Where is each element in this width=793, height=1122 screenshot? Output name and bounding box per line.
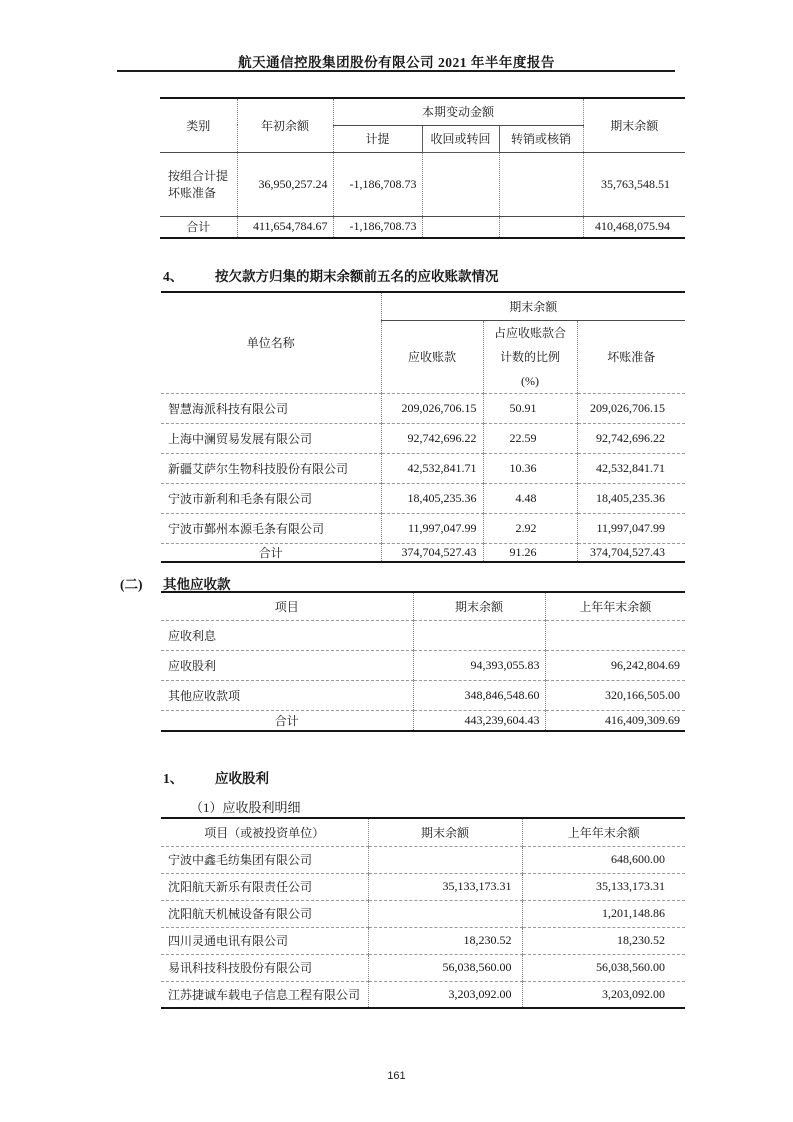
cell-bad-debt-provision: 209,026,706.15 xyxy=(577,393,685,423)
section-title: 应收股利 xyxy=(215,771,269,786)
column-header-unit-name: 单位名称 xyxy=(246,336,295,351)
cell-bad-debt-provision: 374,704,527.43 xyxy=(577,543,685,562)
cell-ratio: 50.91 xyxy=(483,393,577,423)
cell-prior-year-balance: 35,133,173.31 xyxy=(522,873,685,900)
dividends-receivable-table xyxy=(161,817,685,1009)
cell-accounts-receivable: 374,704,527.43 xyxy=(381,543,483,562)
cell-ending-balance: 35,763,548.51 xyxy=(583,152,685,216)
column-header-prior-year-balance: 上年年末余额 xyxy=(545,592,685,620)
cell-unit-name: 上海中澜贸易发展有限公司 xyxy=(161,423,381,453)
cell-ending-balance: 443,239,604.43 xyxy=(413,710,545,731)
table-row xyxy=(161,513,685,543)
column-header-recovered: 收回或转回 xyxy=(422,125,499,152)
cell-accounts-receivable: 18,405,235.36 xyxy=(381,483,483,513)
cell-prior-year-balance: 96,242,804.69 xyxy=(545,650,685,680)
cell-total-label: 合计 xyxy=(160,216,237,238)
cell-ratio: 22.59 xyxy=(483,423,577,453)
cell-accounts-receivable: 11,997,047.99 xyxy=(381,513,483,543)
cell-unit-name: 宁波市新利和毛条有限公司 xyxy=(161,483,381,513)
section-heading-dividends-receivable xyxy=(163,767,269,787)
column-header-item: 项目 xyxy=(274,599,299,614)
section-heading-other-receivables xyxy=(120,573,231,593)
cell-unit-name: 智慧海派科技有限公司 xyxy=(161,393,381,423)
table-row xyxy=(161,453,685,483)
cell-ending-balance xyxy=(368,900,522,927)
cell-ending-balance: 35,133,173.31 xyxy=(368,873,522,900)
cell-recovered xyxy=(422,152,499,216)
cell-unit-name: 新疆艾萨尔生物科技股份有限公司 xyxy=(161,453,381,483)
subsection-heading-dividends-detail: （1）应收股利明细 xyxy=(190,800,301,815)
cell-accounts-receivable: 42,532,841.71 xyxy=(381,453,483,483)
table-row xyxy=(161,954,685,981)
cell-bad-debt-provision: 11,997,047.99 xyxy=(577,513,685,543)
cell-prior-year-balance: 648,600.00 xyxy=(522,846,685,873)
table-row xyxy=(161,846,685,873)
section-number: 1、 xyxy=(163,771,184,786)
column-header-item: 项目（或被投资单位） xyxy=(204,825,325,840)
cell-prior-year-balance: 56,038,560.00 xyxy=(522,954,685,981)
column-header-prior-year-balance: 上年年末余额 xyxy=(522,818,685,846)
table-row xyxy=(161,483,685,513)
cell-accounts-receivable: 209,026,706.15 xyxy=(381,393,483,423)
column-header-writeoff: 转销或核销 xyxy=(499,125,583,152)
cell-bad-debt-provision: 18,405,235.36 xyxy=(577,483,685,513)
table-header-row xyxy=(161,818,685,846)
section-number: (二) xyxy=(120,577,143,592)
column-header-beginning-balance: 年初余额 xyxy=(237,98,333,152)
cell-item: 沈阳航天机械设备有限公司 xyxy=(161,900,368,927)
cell-recovered xyxy=(422,216,499,238)
cell-writeoff xyxy=(499,216,583,238)
cell-beginning-balance: 36,950,257.24 xyxy=(237,152,333,216)
cell-ending-balance: 56,038,560.00 xyxy=(368,954,522,981)
table-row xyxy=(161,900,685,927)
cell-ratio: 4.48 xyxy=(483,483,577,513)
cell-bad-debt-provision: 92,742,696.22 xyxy=(577,423,685,453)
section-heading-top5-receivables xyxy=(163,265,499,285)
cell-ending-balance: 18,230.52 xyxy=(368,927,522,954)
cell-prior-year-balance xyxy=(545,620,685,650)
table-row xyxy=(161,873,685,900)
column-header-ending-balance: 期末余额 xyxy=(413,592,545,620)
bad-debt-provision-table xyxy=(160,97,685,239)
section-number: 4、 xyxy=(163,269,184,284)
column-header-provision: 计提 xyxy=(333,125,422,152)
table-row xyxy=(161,620,685,650)
cell-item: 四川灵通电讯有限公司 xyxy=(161,927,368,954)
cell-prior-year-balance: 320,166,505.00 xyxy=(545,680,685,710)
cell-ending-balance xyxy=(413,620,545,650)
cell-ending-balance: 348,846,548.60 xyxy=(413,680,545,710)
cell-bad-debt-provision: 42,532,841.71 xyxy=(577,453,685,483)
cell-item: 沈阳航天新乐有限责任公司 xyxy=(161,873,368,900)
cell-prior-year-balance: 416,409,309.69 xyxy=(545,710,685,731)
cell-accounts-receivable: 92,742,696.22 xyxy=(381,423,483,453)
table-row xyxy=(161,393,685,423)
cell-provision: -1,186,708.73 xyxy=(333,216,422,238)
cell-total-label: 合计 xyxy=(161,543,381,562)
table-header-row xyxy=(161,292,685,320)
column-header-current-change-group: 本期变动金额 xyxy=(333,98,583,125)
table-total-row xyxy=(161,710,685,731)
page-number: 161 xyxy=(387,1070,406,1082)
cell-prior-year-balance: 18,230.52 xyxy=(522,927,685,954)
cell-prior-year-balance: 3,203,092.00 xyxy=(522,981,685,1008)
table-row xyxy=(161,981,685,1008)
cell-item: 应收股利 xyxy=(161,650,413,680)
cell-item: 宁波中鑫毛纺集团有限公司 xyxy=(161,846,368,873)
table-row xyxy=(160,152,685,216)
column-header-bad-debt-provision: 坏账准备 xyxy=(577,320,685,393)
cell-prior-year-balance: 1,201,148.86 xyxy=(522,900,685,927)
cell-item: 应收利息 xyxy=(161,620,413,650)
column-header-ending-balance: 期末余额 xyxy=(583,98,685,152)
section-title: 按欠款方归集的期末余额前五名的应收账款情况 xyxy=(215,269,499,284)
cell-ending-balance: 94,393,055.83 xyxy=(413,650,545,680)
cell-ratio: 10.36 xyxy=(483,453,577,483)
cell-ratio: 2.92 xyxy=(483,513,577,543)
top5-receivables-table xyxy=(161,291,685,563)
table-header-row xyxy=(161,592,685,620)
column-header-category: 类别 xyxy=(186,118,211,133)
cell-category: 按组合计提坏账准备 xyxy=(160,152,237,216)
section-title: 其他应收款 xyxy=(163,577,231,592)
table-header-row xyxy=(160,98,685,125)
cell-total-label: 合计 xyxy=(161,710,413,731)
column-header-ending-balance: 期末余额 xyxy=(368,818,522,846)
cell-provision: -1,186,708.73 xyxy=(333,152,422,216)
cell-writeoff xyxy=(499,152,583,216)
table-total-row xyxy=(160,216,685,238)
cell-ending-balance: 410,468,075.94 xyxy=(583,216,685,238)
cell-item: 易讯科技科技股份有限公司 xyxy=(161,954,368,981)
cell-ratio: 91.26 xyxy=(483,543,577,562)
column-header-accounts-receivable: 应收账款 xyxy=(381,320,483,393)
report-header-title: 航天通信控股集团股份有限公司 2021 年半年度报告 xyxy=(238,55,555,70)
other-receivables-table xyxy=(161,591,685,732)
cell-beginning-balance: 411,654,784.67 xyxy=(237,216,333,238)
table-row xyxy=(161,927,685,954)
cell-item: 其他应收款项 xyxy=(161,680,413,710)
column-header-ratio: 占应收账款合计数的比例(%) xyxy=(483,320,577,393)
cell-ending-balance: 3,203,092.00 xyxy=(368,981,522,1008)
table-row xyxy=(161,680,685,710)
table-row xyxy=(161,423,685,453)
column-header-ending-balance-group: 期末余额 xyxy=(381,292,685,320)
header-rule xyxy=(117,70,675,72)
cell-ending-balance xyxy=(368,846,522,873)
table-row xyxy=(161,650,685,680)
cell-unit-name: 宁波市鄞州本源毛条有限公司 xyxy=(161,513,381,543)
cell-item: 江苏捷诚车载电子信息工程有限公司 xyxy=(161,981,368,1008)
table-total-row xyxy=(161,543,685,562)
